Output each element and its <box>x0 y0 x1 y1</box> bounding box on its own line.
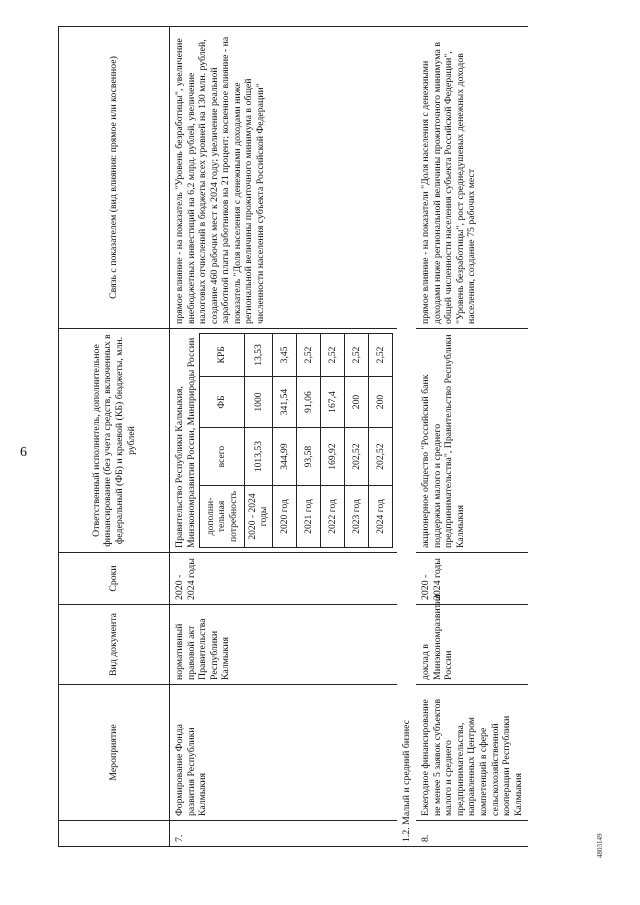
financing-row <box>320 334 344 548</box>
header-link: Связь с показателем (вид влияния: прямое или косвенное) <box>59 27 170 329</box>
doc-type-cell: доклад в Минэкономразвития России <box>416 605 528 685</box>
financing-fb: 91,06 <box>296 376 320 427</box>
header-number <box>59 821 170 847</box>
measure-cell: Ежегодное финансирование не менее 5 заявок субъектов малого и среднего предпринимательства, направленных Центром компетенций в сфере сельскохозяйственной кооперации Республики Калмыкия <box>416 685 528 821</box>
executor-cell: акционерное общество "Российский банк поддержки малого и среднего предпринимательства", Правительство Республики Калмыкия <box>416 329 528 553</box>
financing-header-total: всего <box>200 428 245 486</box>
financing-krb: 2,52 <box>344 334 368 377</box>
financing-krb: 2,52 <box>320 334 344 377</box>
section-title: 1.2. Малый и средний бизнес <box>397 27 417 847</box>
financing-krb: 13,53 <box>245 334 273 377</box>
document-code: 4803149 <box>596 833 604 858</box>
financing-total: 202,52 <box>368 428 392 486</box>
financing-row <box>245 334 273 548</box>
measure-cell: Формирование Фонда развития Республики Калмыкия <box>170 685 397 821</box>
terms-cell: 2020 - 2024 годы <box>170 553 397 605</box>
financing-total: 1013,53 <box>245 428 273 486</box>
financing-period: 2020 - 2024 годы <box>245 485 273 547</box>
financing-row <box>272 334 296 548</box>
doc-type-cell: нормативный правовой акт Правительства Республики Калмыкия <box>170 605 397 685</box>
financing-total: 344,99 <box>272 428 296 486</box>
executor-cell <box>170 329 397 553</box>
financing-krb: 3,45 <box>272 334 296 377</box>
financing-header-fb: ФБ <box>200 376 245 427</box>
financing-header-row <box>200 334 245 548</box>
financing-row <box>368 334 392 548</box>
header-executor: Ответственный исполнитель, дополнительное финансирование (без учета средств, включенных в федеральный (ФБ) и краевой (КБ) бюджеты, млн. рублей <box>59 329 170 553</box>
link-cell: прямое влияние - на показатели "Доля населения с денежными доходами ниже региональной величины прожиточного минимума в общей численности населения субъекта Российской Федерации", "Уровень безработицы", рост среднедушевых денежных доходов населения, создание 75 рабочих мест <box>416 27 528 329</box>
row-number: 7. <box>170 821 397 847</box>
section-row <box>397 27 417 847</box>
financing-fb: 200 <box>368 376 392 427</box>
financing-fb: 1000 <box>245 376 273 427</box>
financing-header-krb: КРБ <box>200 334 245 377</box>
financing-fb: 200 <box>344 376 368 427</box>
financing-row <box>296 334 320 548</box>
financing-total: 202,52 <box>344 428 368 486</box>
financing-total: 93,58 <box>296 428 320 486</box>
financing-row <box>344 334 368 548</box>
header-doc-type: Вид документа <box>59 605 170 685</box>
table-header-row <box>59 27 170 847</box>
financing-header-need: дополни-тельная потребность <box>200 485 245 547</box>
financing-period: 2023 год <box>344 485 368 547</box>
financing-krb: 2,52 <box>368 334 392 377</box>
table-row <box>170 27 397 847</box>
financing-period: 2020 год <box>272 485 296 547</box>
financing-table <box>199 333 393 548</box>
financing-period: 2024 год <box>368 485 392 547</box>
financing-total: 169,92 <box>320 428 344 486</box>
measures-table <box>58 26 528 847</box>
financing-period: 2022 год <box>320 485 344 547</box>
link-cell: прямое влияние - на показатель "Уровень безработицы", увеличение внебюджетных инвестиций на 6,2 млрд. рублей, увеличение налоговых отчислений в бюджеты всех уровней на 130 млн. рублей, создание 460 рабочих мест к 2024 году; увеличение реальной заработной платы работников на 21 процент; косвенное влияние - на показатель "Доля населения с денежными доходами ниже региональной величины прожиточного минимума в общей численности населения субъекта Российской Федерации" <box>170 27 397 329</box>
header-measure: Мероприятие <box>59 685 170 821</box>
header-terms: Сроки <box>59 553 170 605</box>
table-row <box>416 27 528 847</box>
rotated-table-container <box>58 27 613 847</box>
terms-cell: 2020 - 2024 годы <box>416 553 528 605</box>
page-number: 6 <box>20 445 27 460</box>
financing-fb: 167,4 <box>320 376 344 427</box>
financing-period: 2021 год <box>296 485 320 547</box>
row-number: 8. <box>416 821 528 847</box>
financing-fb: 341,54 <box>272 376 296 427</box>
financing-krb: 2,52 <box>296 334 320 377</box>
executor-text: Правительство Республики Калмыкия, Минэкономразвития России, Минприроды России <box>174 337 197 548</box>
